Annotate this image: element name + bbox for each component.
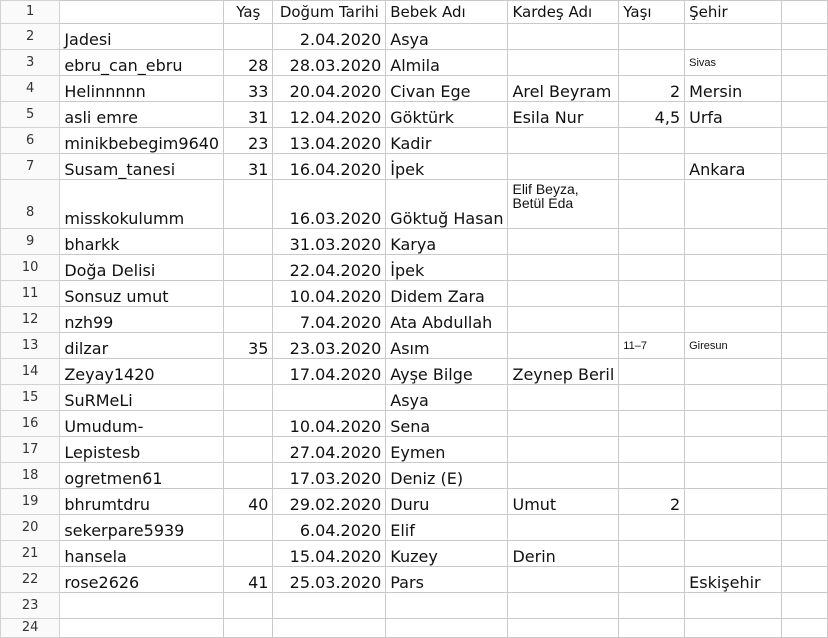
row-number[interactable]: 14 (1, 359, 60, 385)
username-cell[interactable]: dilzar (60, 333, 224, 359)
username-cell[interactable]: Umudum- (60, 411, 224, 437)
table-row (1, 515, 828, 541)
birth-date-cell[interactable]: 27.04.2020 (273, 437, 386, 463)
city-cell[interactable] (685, 515, 782, 541)
baby-name-cell[interactable]: Didem Zara (386, 281, 508, 307)
age-cell[interactable] (224, 385, 273, 411)
row-number[interactable]: 9 (1, 229, 60, 255)
city-cell[interactable]: Urfa (685, 102, 782, 128)
header-age[interactable]: Yaş (224, 1, 273, 24)
empty-cell[interactable] (782, 593, 828, 619)
sibling-name-cell[interactable] (508, 437, 619, 463)
sibling-age-cell[interactable] (619, 154, 685, 180)
age-cell[interactable] (224, 411, 273, 437)
sibling-age-cell[interactable]: 2 (619, 489, 685, 515)
sibling-age-cell[interactable] (619, 229, 685, 255)
empty-cell[interactable] (782, 180, 828, 229)
sibling-name-cell[interactable] (508, 593, 619, 619)
baby-name-cell[interactable]: Ayşe Bilge (386, 359, 508, 385)
baby-name-cell[interactable]: Göktuğ Hasan (386, 180, 508, 229)
empty-cell[interactable] (782, 102, 828, 128)
username-cell[interactable]: asli emre (60, 102, 224, 128)
baby-name-cell[interactable]: Eymen (386, 437, 508, 463)
birth-date-cell[interactable]: 25.03.2020 (273, 567, 386, 593)
row-number[interactable]: 21 (1, 541, 60, 567)
row-number[interactable]: 15 (1, 385, 60, 411)
age-cell[interactable]: 41 (224, 567, 273, 593)
baby-name-cell[interactable]: Civan Ege (386, 76, 508, 102)
table-row (1, 411, 828, 437)
birth-date-cell[interactable]: 10.04.2020 (273, 411, 386, 437)
empty-cell[interactable] (782, 411, 828, 437)
empty-cell[interactable] (782, 281, 828, 307)
username-cell[interactable]: nzh99 (60, 307, 224, 333)
row-number[interactable]: 11 (1, 281, 60, 307)
sibling-name-cell[interactable] (508, 229, 619, 255)
empty-cell[interactable] (782, 333, 828, 359)
city-cell[interactable] (685, 411, 782, 437)
row-number[interactable]: 24 (1, 619, 60, 638)
row-number[interactable]: 2 (1, 24, 60, 50)
age-cell[interactable] (224, 515, 273, 541)
table-row (1, 463, 828, 489)
city-cell[interactable]: Giresun (685, 333, 782, 359)
birth-date-cell[interactable] (273, 593, 386, 619)
baby-name-cell[interactable] (386, 619, 508, 638)
table-row (1, 385, 828, 411)
username-cell[interactable]: Doğa Delisi (60, 255, 224, 281)
sibling-name-cell[interactable] (508, 385, 619, 411)
age-cell[interactable] (224, 541, 273, 567)
row-number[interactable]: 17 (1, 437, 60, 463)
username-cell[interactable] (60, 619, 224, 638)
city-cell[interactable] (685, 463, 782, 489)
sibling-age-cell[interactable]: 11–7 (619, 333, 685, 359)
sibling-name-cell[interactable] (508, 24, 619, 50)
sibling-age-cell[interactable] (619, 50, 685, 76)
birth-date-cell[interactable]: 20.04.2020 (273, 76, 386, 102)
header-username[interactable] (60, 1, 224, 24)
sibling-name-cell[interactable] (508, 333, 619, 359)
birth-date-cell[interactable]: 17.04.2020 (273, 359, 386, 385)
table-row (1, 567, 828, 593)
sibling-age-cell[interactable] (619, 541, 685, 567)
city-cell[interactable]: Eskişehir (685, 567, 782, 593)
birth-date-cell[interactable]: 2.04.2020 (273, 24, 386, 50)
sibling-name-cell[interactable]: Elif Beyza, Betül Eda (508, 180, 619, 229)
age-cell[interactable] (224, 463, 273, 489)
baby-name-cell[interactable]: Sena (386, 411, 508, 437)
age-cell[interactable]: 23 (224, 128, 273, 154)
sibling-age-cell[interactable] (619, 385, 685, 411)
row-number[interactable]: 19 (1, 489, 60, 515)
city-cell[interactable] (685, 593, 782, 619)
row-number[interactable]: 6 (1, 128, 60, 154)
sibling-name-cell[interactable]: Umut (508, 489, 619, 515)
baby-name-cell[interactable]: İpek (386, 154, 508, 180)
city-cell[interactable] (685, 24, 782, 50)
table-row (1, 128, 828, 154)
age-cell[interactable]: 40 (224, 489, 273, 515)
row-number[interactable]: 22 (1, 567, 60, 593)
row-number[interactable]: 10 (1, 255, 60, 281)
sibling-age-cell[interactable]: 4,5 (619, 102, 685, 128)
birth-date-cell[interactable]: 15.04.2020 (273, 541, 386, 567)
sibling-name-cell[interactable] (508, 307, 619, 333)
baby-name-cell[interactable]: Karya (386, 229, 508, 255)
sibling-age-cell[interactable]: 2 (619, 76, 685, 102)
empty-cell[interactable] (782, 255, 828, 281)
sibling-age-cell[interactable] (619, 24, 685, 50)
sibling-name-cell[interactable] (508, 411, 619, 437)
city-cell[interactable] (685, 619, 782, 638)
sibling-age-cell[interactable] (619, 359, 685, 385)
city-cell[interactable] (685, 359, 782, 385)
username-cell[interactable]: minikbebegim9640 (60, 128, 224, 154)
row-number[interactable]: 18 (1, 463, 60, 489)
sibling-name-cell[interactable] (508, 128, 619, 154)
birth-date-cell[interactable]: 28.03.2020 (273, 50, 386, 76)
sibling-name-cell[interactable]: Derin (508, 541, 619, 567)
sibling-age-cell[interactable] (619, 463, 685, 489)
sibling-name-cell[interactable] (508, 515, 619, 541)
baby-name-cell[interactable]: Asya (386, 385, 508, 411)
row-number[interactable]: 12 (1, 307, 60, 333)
baby-name-cell[interactable]: Pars (386, 567, 508, 593)
table-row (1, 619, 828, 638)
username-cell[interactable]: SuRMeLi (60, 385, 224, 411)
age-cell[interactable] (224, 437, 273, 463)
sibling-age-cell[interactable] (619, 593, 685, 619)
row-number[interactable]: 3 (1, 50, 60, 76)
baby-name-cell[interactable]: İpek (386, 255, 508, 281)
sibling-name-cell[interactable] (508, 255, 619, 281)
sibling-age-cell[interactable] (619, 437, 685, 463)
baby-name-cell[interactable]: Ata Abdullah (386, 307, 508, 333)
empty-cell[interactable] (782, 489, 828, 515)
username-cell[interactable]: Zeyay1420 (60, 359, 224, 385)
sibling-name-cell[interactable] (508, 463, 619, 489)
age-cell[interactable] (224, 180, 273, 229)
username-cell[interactable]: Susam_tanesi (60, 154, 224, 180)
sibling-name-cell[interactable]: Zeynep Beril (508, 359, 619, 385)
table-row (1, 76, 828, 102)
age-cell[interactable] (224, 255, 273, 281)
birth-date-cell[interactable]: 17.03.2020 (273, 463, 386, 489)
row-number[interactable]: 13 (1, 333, 60, 359)
table-row (1, 359, 828, 385)
city-cell[interactable] (685, 307, 782, 333)
username-cell[interactable]: Helinnnnn (60, 76, 224, 102)
username-cell[interactable] (60, 593, 224, 619)
table-row (1, 281, 828, 307)
empty-cell[interactable] (782, 463, 828, 489)
birth-date-cell[interactable]: 12.04.2020 (273, 102, 386, 128)
city-cell[interactable]: Sivas (685, 50, 782, 76)
header-sibling-name[interactable]: Kardeş Adı (508, 1, 619, 24)
header-row (1, 1, 828, 24)
age-cell[interactable] (224, 281, 273, 307)
baby-name-cell[interactable] (386, 593, 508, 619)
header-birth-date[interactable]: Doğum Tarihi (273, 1, 386, 24)
table-row (1, 154, 828, 180)
age-cell[interactable] (224, 359, 273, 385)
header-sibling-age[interactable]: Yaşı (619, 1, 685, 24)
empty-cell[interactable] (782, 437, 828, 463)
row-number[interactable]: 5 (1, 102, 60, 128)
baby-name-cell[interactable]: Elif (386, 515, 508, 541)
city-cell[interactable] (685, 255, 782, 281)
username-cell[interactable]: rose2626 (60, 567, 224, 593)
table-row (1, 255, 828, 281)
sibling-name-cell[interactable] (508, 50, 619, 76)
empty-cell[interactable] (782, 541, 828, 567)
age-cell[interactable]: 33 (224, 76, 273, 102)
row-number[interactable]: 16 (1, 411, 60, 437)
birth-date-cell[interactable]: 10.04.2020 (273, 281, 386, 307)
age-cell[interactable] (224, 24, 273, 50)
birth-date-cell[interactable]: 31.03.2020 (273, 229, 386, 255)
birth-date-cell[interactable]: 29.02.2020 (273, 489, 386, 515)
row-number[interactable]: 1 (1, 1, 60, 24)
table-row (1, 229, 828, 255)
sibling-name-cell[interactable] (508, 619, 619, 638)
username-cell[interactable]: Sonsuz umut (60, 281, 224, 307)
sibling-name-cell[interactable] (508, 154, 619, 180)
sibling-age-cell[interactable] (619, 567, 685, 593)
header-baby-name[interactable]: Bebek Adı (386, 1, 508, 24)
age-cell[interactable]: 31 (224, 154, 273, 180)
sibling-age-cell[interactable] (619, 128, 685, 154)
username-cell[interactable]: hansela (60, 541, 224, 567)
birth-date-cell[interactable]: 7.04.2020 (273, 307, 386, 333)
birth-date-cell[interactable]: 16.04.2020 (273, 154, 386, 180)
age-cell[interactable]: 31 (224, 102, 273, 128)
age-cell[interactable] (224, 593, 273, 619)
empty-cell[interactable] (782, 1, 828, 24)
birth-date-cell[interactable] (273, 619, 386, 638)
city-cell[interactable] (685, 229, 782, 255)
birth-date-cell[interactable]: 16.03.2020 (273, 180, 386, 229)
empty-cell[interactable] (782, 567, 828, 593)
empty-cell[interactable] (782, 515, 828, 541)
baby-name-cell[interactable]: Asya (386, 24, 508, 50)
birth-date-cell[interactable] (273, 385, 386, 411)
row-number[interactable]: 4 (1, 76, 60, 102)
age-cell[interactable] (224, 229, 273, 255)
sibling-age-cell[interactable] (619, 281, 685, 307)
row-number[interactable]: 8 (1, 180, 60, 229)
empty-cell[interactable] (782, 307, 828, 333)
table-row (1, 50, 828, 76)
username-cell[interactable]: Jadesi (60, 24, 224, 50)
table-row (1, 489, 828, 515)
table-row (1, 541, 828, 567)
city-cell[interactable] (685, 180, 782, 229)
username-cell[interactable]: Lepistesb (60, 437, 224, 463)
age-cell[interactable]: 28 (224, 50, 273, 76)
sibling-age-cell[interactable] (619, 255, 685, 281)
empty-cell[interactable] (782, 385, 828, 411)
empty-cell[interactable] (782, 24, 828, 50)
row-number[interactable]: 23 (1, 593, 60, 619)
table-row (1, 593, 828, 619)
table-row (1, 437, 828, 463)
city-cell[interactable]: Mersin (685, 76, 782, 102)
city-cell[interactable] (685, 385, 782, 411)
birth-date-cell[interactable]: 6.04.2020 (273, 515, 386, 541)
sibling-age-cell[interactable] (619, 411, 685, 437)
username-cell[interactable]: sekerpare5939 (60, 515, 224, 541)
row-number[interactable]: 7 (1, 154, 60, 180)
username-cell[interactable]: bharkk (60, 229, 224, 255)
sibling-age-cell[interactable] (619, 180, 685, 229)
city-cell[interactable]: Ankara (685, 154, 782, 180)
city-cell[interactable] (685, 437, 782, 463)
table-row (1, 180, 828, 229)
city-cell[interactable] (685, 541, 782, 567)
baby-name-cell[interactable]: Duru (386, 489, 508, 515)
sibling-name-cell[interactable] (508, 567, 619, 593)
birth-date-cell[interactable]: 13.04.2020 (273, 128, 386, 154)
table-row (1, 333, 828, 359)
city-cell[interactable] (685, 128, 782, 154)
empty-cell[interactable] (782, 50, 828, 76)
row-number[interactable]: 20 (1, 515, 60, 541)
birth-date-cell[interactable]: 23.03.2020 (273, 333, 386, 359)
age-cell[interactable] (224, 619, 273, 638)
baby-name-cell[interactable]: Deniz (E) (386, 463, 508, 489)
sibling-age-cell[interactable] (619, 307, 685, 333)
sibling-age-cell[interactable] (619, 619, 685, 638)
city-cell[interactable] (685, 281, 782, 307)
sibling-age-cell[interactable] (619, 515, 685, 541)
birth-date-cell[interactable]: 22.04.2020 (273, 255, 386, 281)
baby-name-cell[interactable]: Asım (386, 333, 508, 359)
city-cell[interactable] (685, 489, 782, 515)
username-cell[interactable]: ebru_can_ebru (60, 50, 224, 76)
empty-cell[interactable] (782, 619, 828, 638)
sibling-name-cell[interactable]: Esila Nur (508, 102, 619, 128)
username-cell[interactable]: ogretmen61 (60, 463, 224, 489)
empty-cell[interactable] (782, 229, 828, 255)
table-row (1, 102, 828, 128)
username-cell[interactable]: misskokulumm (60, 180, 224, 229)
table-row (1, 24, 828, 50)
age-cell[interactable]: 35 (224, 333, 273, 359)
sibling-name-cell[interactable] (508, 281, 619, 307)
empty-cell[interactable] (782, 359, 828, 385)
username-cell[interactable]: bhrumtdru (60, 489, 224, 515)
table-row (1, 307, 828, 333)
empty-cell[interactable] (782, 154, 828, 180)
header-city[interactable]: Şehir (685, 1, 782, 24)
baby-name-cell[interactable]: Kadir (386, 128, 508, 154)
baby-name-cell[interactable]: Almila (386, 50, 508, 76)
baby-name-cell[interactable]: Göktürk (386, 102, 508, 128)
empty-cell[interactable] (782, 76, 828, 102)
age-cell[interactable] (224, 307, 273, 333)
empty-cell[interactable] (782, 128, 828, 154)
baby-name-cell[interactable]: Kuzey (386, 541, 508, 567)
sibling-name-cell[interactable]: Arel Beyram (508, 76, 619, 102)
